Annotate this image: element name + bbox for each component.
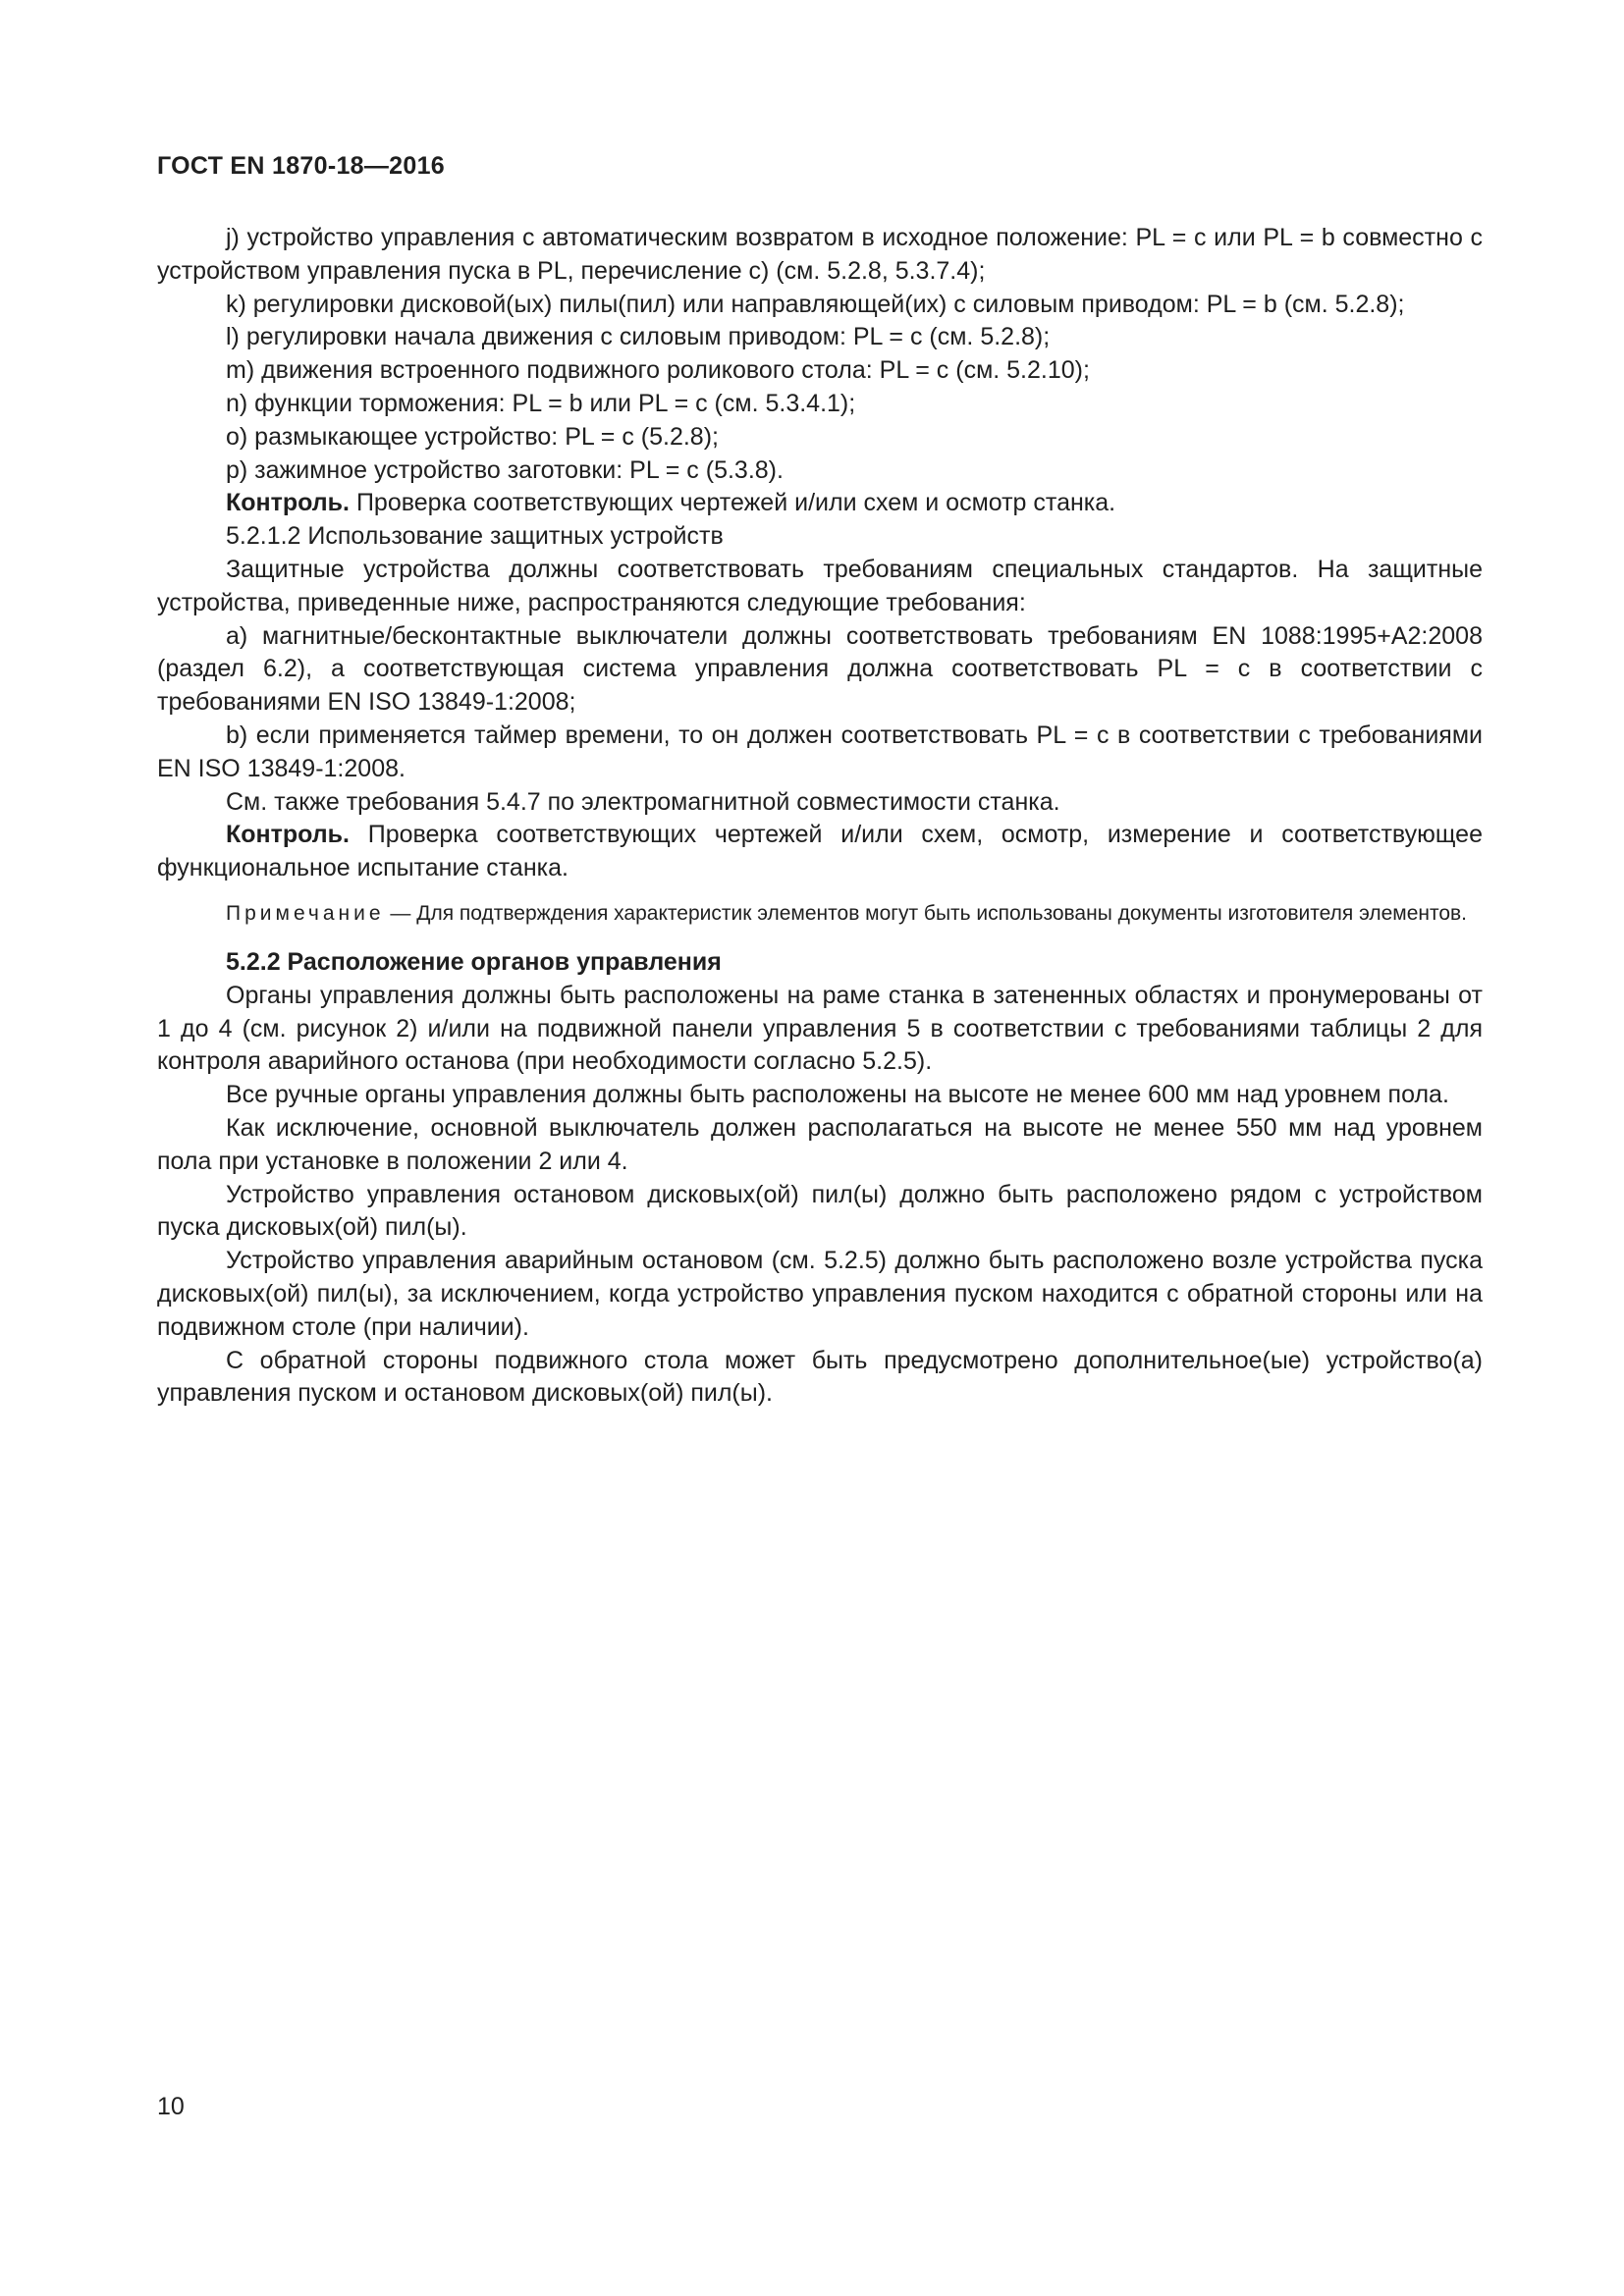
list-item-a: a) магнитные/бесконтактные выключатели должны соответствовать требованиям EN 1088:1995+A2:2008 (раздел 6.2), а соответствующая система управления должна соответствовать PL = c в соответствии с требованиями EN ISO 13849-1:2008;	[157, 621, 1483, 717]
list-item-j: j) устройство управления с автоматическим возвратом в исходное положение: PL = c или PL = b совместно с устройством управления пуска в PL, перечисление c) (см. 5.2.8, 5.3.7.4);	[157, 224, 1483, 285]
list-item-p: p) зажимное устройство заготовки: PL = c (5.3.8).	[226, 455, 784, 484]
note-text: — Для подтверждения характеристик элементов могут быть использованы документы изготовителя элементов.	[384, 901, 1468, 925]
section-5-2-1-2-title: 5.2.1.2 Использование защитных устройств	[226, 522, 724, 551]
document-body	[157, 222, 1483, 1411]
section-5-2-2-paragraph-4: Устройство управления остановом дисковых(ой) пил(ы) должно быть расположено рядом с устройством пуска дисковых(ой) пил(ы).	[157, 1180, 1483, 1242]
control-label: Контроль.	[226, 821, 350, 849]
note-paragraph	[157, 899, 1483, 929]
list-item-n: n) функции торможения: PL = b или PL = c (см. 5.3.4.1);	[226, 389, 856, 417]
section-5-2-2-paragraph-3: Как исключение, основной выключатель должен располагаться на высоте не менее 550 мм над уровнем пола при установке в положении 2 или 4.	[157, 1113, 1483, 1175]
list-item-l: l) регулировки начала движения с силовым приводом: PL = c (см. 5.2.8);	[226, 323, 1051, 351]
see-also-paragraph: См. также требования 5.4.7 по электромагнитной совместимости станка.	[226, 787, 1060, 816]
section-5-2-2-title: 5.2.2 Расположение органов управления	[226, 947, 722, 976]
control-text: Проверка соответствующих чертежей и/или схем, осмотр, измерение и соответствующее функциональное испытание станка.	[157, 821, 1483, 882]
section-5-2-2-paragraph-5: Устройство управления аварийным остановом (см. 5.2.5) должно быть расположено возле устройства пуска дисковых(ой) пил(ы), за исключением, когда устройство управления пуском находится с обратной стороны или на подвижном столе (при наличии).	[157, 1247, 1483, 1341]
section-5-2-1-2-intro: Защитные устройства должны соответствовать требованиям специальных стандартов. На защитные устройства, приведенные ниже, распространяются следующие требования:	[157, 555, 1483, 616]
list-item-b: b) если применяется таймер времени, то он должен соответствовать PL = c в соответствии с требованиями EN ISO 13849-1:2008.	[157, 721, 1483, 782]
control-label: Контроль.	[226, 489, 350, 517]
list-item-k: k) регулировки дисковой(ых) пилы(пил) или направляющей(их) с силовым приводом: PL = b (см. 5.2.8);	[226, 290, 1405, 318]
list-item-m: m) движения встроенного подвижного роликового стола: PL = c (см. 5.2.10);	[226, 356, 1090, 385]
section-5-2-2-paragraph-1: Органы управления должны быть расположены на раме станка в затененных областях и пронумерованы от 1 до 4 (см. рисунок 2) и/или на подвижной панели управления 5 в соответствии с требованиями таблицы 2 для контроля аварийного останова (при необходимости согласно 5.2.5).	[157, 981, 1483, 1076]
list-item-o: o) размыкающее устройство: PL = c (5.2.8);	[226, 422, 719, 451]
control-paragraph-2	[157, 819, 1483, 885]
control-paragraph-1	[157, 487, 1483, 520]
control-text: Проверка соответствующих чертежей и/или схем и осмотр станка.	[350, 489, 1116, 517]
note-label: Примечание	[226, 901, 385, 925]
section-5-2-2-paragraph-2: Все ручные органы управления должны быть расположены на высоте не менее 600 мм над уровнем пола.	[226, 1081, 1449, 1109]
section-5-2-2-paragraph-6: С обратной стороны подвижного стола может быть предусмотрено дополнительное(ые) устройство(а) управления пуском и остановом дисковых(ой) пил(ы).	[157, 1346, 1483, 1408]
page-number: 10	[157, 2093, 185, 2120]
document-header: ГОСТ EN 1870-18—2016	[157, 152, 445, 180]
